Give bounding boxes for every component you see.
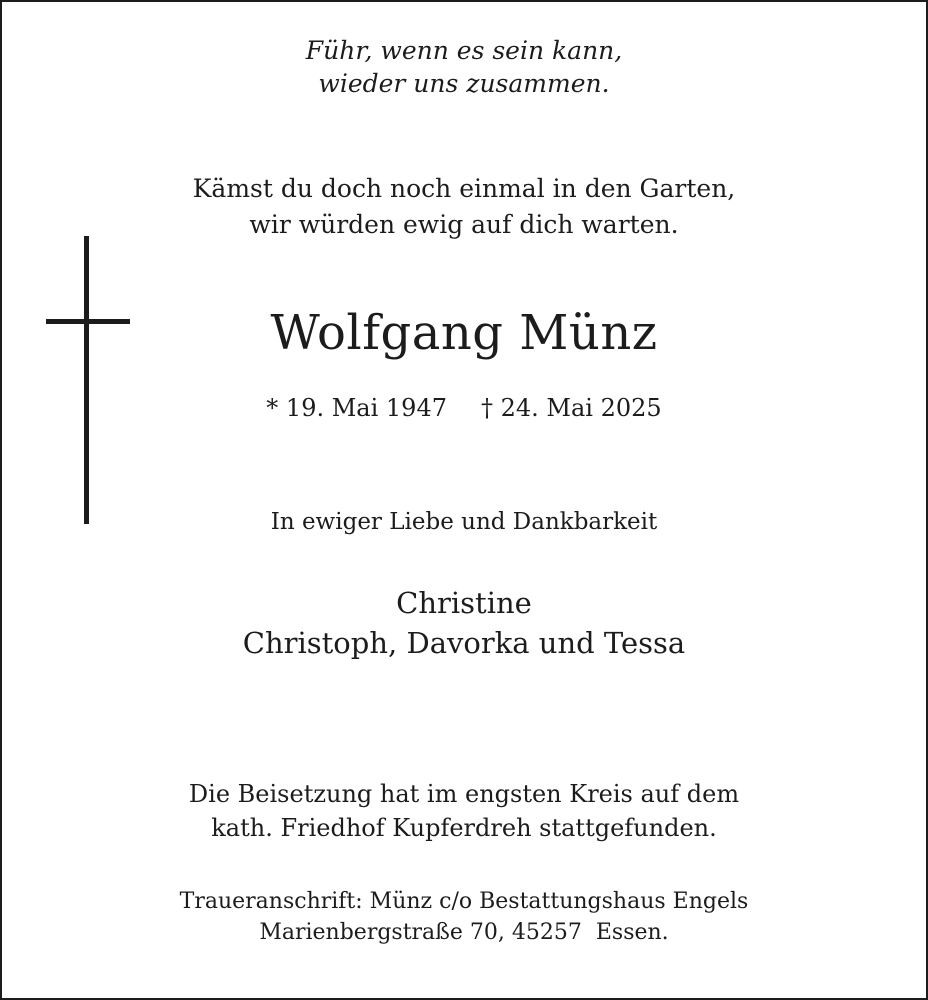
garden-verse-line-1: Kämst du doch noch einmal in den Garten, [192, 174, 736, 203]
mourning-address [0, 886, 928, 948]
burial-line-2: kath. Friedhof Kupferdreh stattgefunden. [211, 814, 717, 842]
dedication-text: In ewiger Liebe und Dankbarkeit [270, 509, 658, 535]
address-line-1: Traueranschrift: Münz c/o Bestattungshaus Engels [179, 889, 749, 914]
family-line-1: Christine [396, 586, 532, 620]
cross-vertical-bar [84, 236, 89, 524]
opening-verse-line-2: wieder uns zusammen. [318, 69, 610, 98]
garden-verse-line-2: wir würden ewig auf dich warten. [249, 210, 679, 239]
family-line-2: Christoph, Davorka und Tessa [242, 626, 686, 660]
address-line-2: Marienbergstraße 70, 45257 Essen. [259, 920, 669, 945]
deceased-name: Wolfgang Münz [270, 305, 658, 361]
birth-date: * 19. Mai 1947 [266, 394, 447, 422]
life-dates [0, 390, 928, 426]
cross-icon [46, 236, 130, 524]
family-signatures [0, 583, 928, 663]
burial-notice [0, 777, 928, 845]
opening-verse [0, 34, 928, 100]
opening-verse-line-1: Führ, wenn es sein kann, [305, 36, 623, 65]
burial-line-1: Die Beisetzung hat im engsten Kreis auf dem [188, 780, 740, 808]
death-date: † 24. Mai 2025 [481, 394, 662, 422]
garden-verse [0, 171, 928, 243]
